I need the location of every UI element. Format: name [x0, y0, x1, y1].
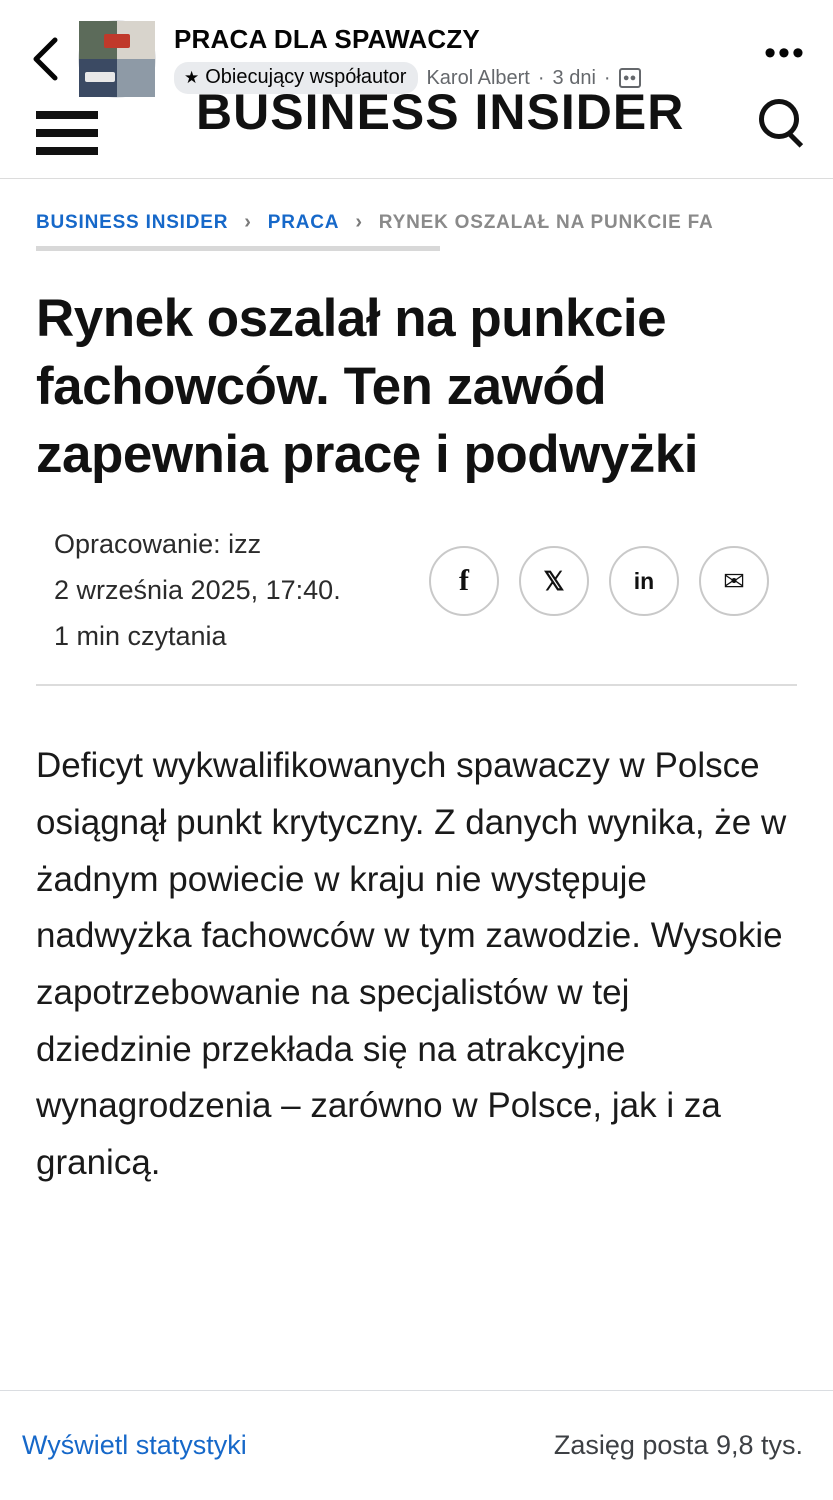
hamburger-menu-icon[interactable]	[36, 111, 98, 165]
breadcrumb-item-business-insider[interactable]: BUSINESS INSIDER	[36, 211, 229, 233]
avatar-quadrant	[117, 59, 155, 97]
facebook-glyph: f	[459, 564, 469, 598]
linkedin-glyph: in	[633, 567, 655, 594]
email-glyph: ✉	[723, 565, 745, 596]
article-byline	[54, 522, 429, 660]
breadcrumb	[0, 179, 833, 234]
byline-author: Opracowanie: izz	[54, 529, 262, 560]
x-twitter-share-icon[interactable]	[519, 546, 589, 616]
article-screenshot[interactable]	[0, 84, 833, 1390]
author-name[interactable]: Karol Albert	[426, 66, 530, 89]
chevron-right-icon: ›	[355, 211, 363, 233]
byline-read-time: 1 min czytania	[54, 621, 227, 652]
avatar[interactable]	[78, 20, 156, 98]
chevron-right-icon: ›	[244, 211, 252, 233]
avatar-accent	[85, 72, 115, 82]
audience-group-icon[interactable]: ●●	[619, 68, 641, 88]
back-button[interactable]	[18, 32, 72, 86]
breadcrumb-item-praca[interactable]: PRACA	[267, 211, 340, 233]
byline-date: 2 września 2025, 17:40.	[54, 575, 341, 606]
star-icon: ★	[184, 67, 200, 87]
status-badge-label: Obiecujący współautor	[205, 66, 407, 88]
avatar-accent	[104, 34, 130, 48]
view-stats-link[interactable]: Wyświetl statystyki	[22, 1430, 247, 1460]
x-twitter-glyph: 𝕏	[543, 565, 565, 596]
email-share-icon[interactable]	[699, 546, 769, 616]
more-options-button[interactable]: •••	[764, 34, 806, 72]
site-header	[0, 84, 833, 179]
post-reach-label: Zasięg posta 9,8 tys.	[553, 1430, 803, 1460]
breadcrumb-item-current: RYNEK OSZALAŁ NA PUNKCIE FA	[378, 211, 714, 233]
site-logo: BUSINESS INSIDER	[196, 84, 685, 140]
article-byline-row	[0, 488, 833, 660]
article-body: Deficyt wykwalifikowanych spawaczy w Polsce osiągnął punkt krytyczny. Z danych wynika, że w żadnym powiecie w kraju nie występuje nadwyżka fachowców w tym zawodzie. Wysokie zapotrzebowanie na specjalistów w tej dziedzinie przekłada się na atrakcyjne wynagrodzenia – zarówno w Polsce, jak i za granicą.	[36, 746, 787, 1182]
article-headline: Rynek oszalał na punkcie fachowców. Ten zawód zapewnia pracę i podwyżki	[36, 289, 698, 484]
chevron-left-icon	[28, 36, 62, 82]
group-name[interactable]: PRACA DLA SPAWACZY	[174, 24, 480, 54]
meta-separator: ·	[603, 66, 611, 89]
post-footer	[0, 1390, 833, 1500]
facebook-share-icon[interactable]	[429, 546, 499, 616]
linkedin-share-icon[interactable]	[609, 546, 679, 616]
meta-separator: ·	[537, 66, 545, 89]
post-timestamp[interactable]: 3 dni	[552, 66, 596, 89]
search-icon[interactable]	[759, 99, 799, 139]
share-buttons	[429, 522, 797, 616]
